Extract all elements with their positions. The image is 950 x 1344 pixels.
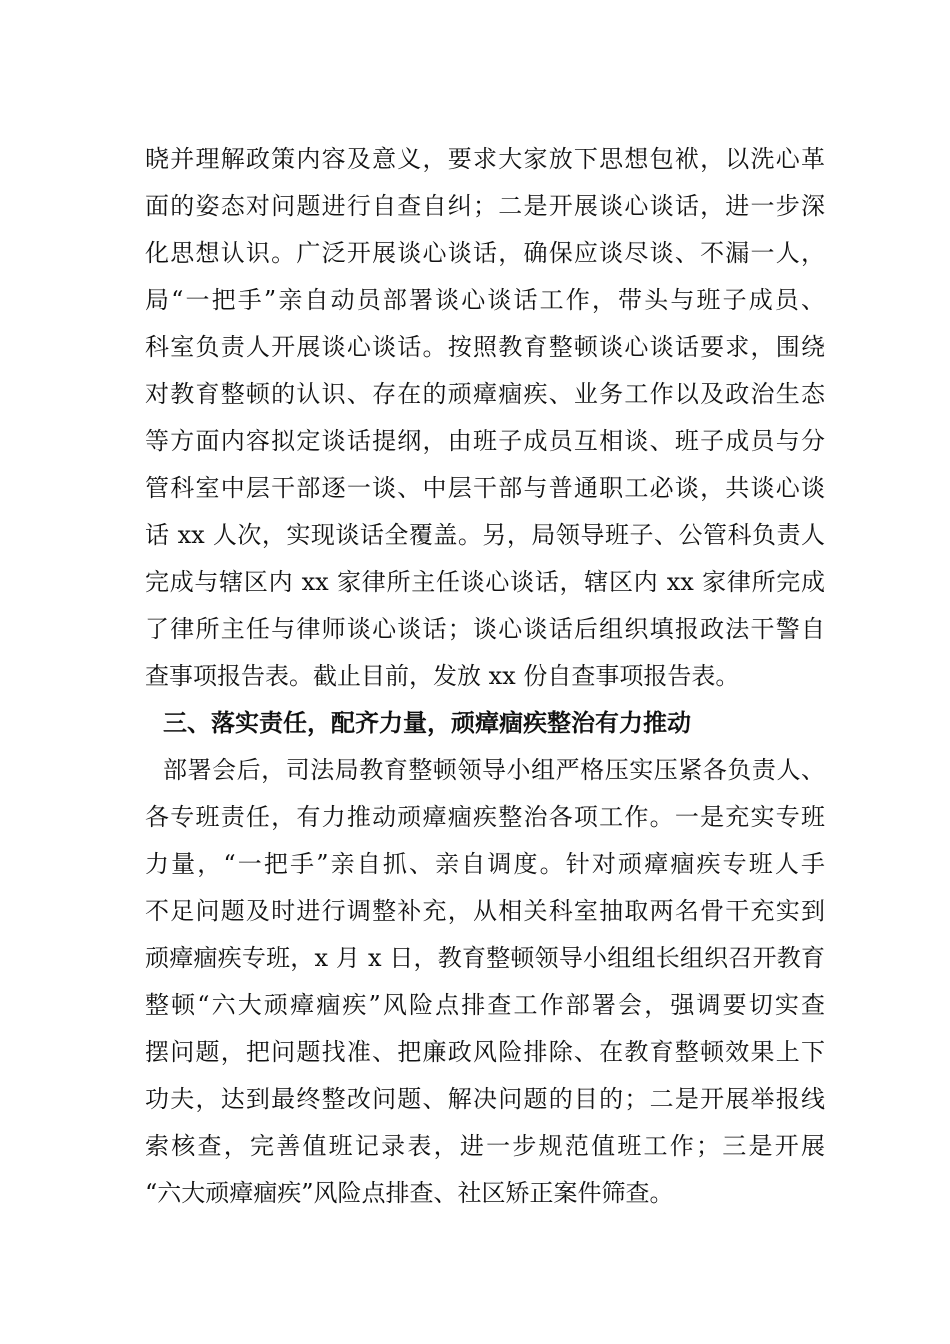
paragraph-line: 完成与辖区内 xx 家律所主任谈心谈话，辖区内 xx 家律所完成 [145, 568, 825, 596]
paragraph-line: 整顿“六大顽瘴痼疾”风险点排查工作部署会，强调要切实查 [145, 991, 825, 1019]
paragraph-line: 话 xx 人次，实现谈话全覆盖。另，局领导班子、公管科负责人 [145, 521, 825, 549]
paragraph-line: 部署会后，司法局教育整顿领导小组严格压实压紧各负责人、 [163, 756, 825, 784]
document-body [145, 136, 825, 1217]
paragraph-line: 科室负责人开展谈心谈话。按照教育整顿谈心谈话要求，围绕 [145, 333, 825, 361]
paragraph-line: 对教育整顿的认识、存在的顽瘴痼疾、业务工作以及政治生态 [145, 380, 825, 408]
paragraph-line: 面的姿态对问题进行自查自纠；二是开展谈心谈话，进一步深 [145, 192, 825, 220]
paragraph-line: 力量，“一把手”亲自抓、亲自调度。针对顽瘴痼疾专班人手 [145, 850, 825, 878]
paragraph-line: 摆问题，把问题找准、把廉政风险排除、在教育整顿效果上下 [145, 1038, 825, 1066]
paragraph-line: 功夫，达到最终整改问题、解决问题的目的；二是开展举报线 [145, 1085, 825, 1113]
paragraph-line: 各专班责任，有力推动顽瘴痼疾整治各项工作。一是充实专班 [145, 803, 825, 831]
paragraph-line: 顽瘴痼疾专班，x 月 x 日，教育整顿领导小组组长组织召开教育 [145, 944, 825, 972]
paragraph-line: 局“一把手”亲自动员部署谈心谈话工作，带头与班子成员、 [145, 286, 825, 314]
paragraph-line: 索核查，完善值班记录表，进一步规范值班工作；三是开展 [145, 1132, 825, 1160]
paragraph-line: 晓并理解政策内容及意义，要求大家放下思想包袱，以洗心革 [145, 145, 825, 173]
paragraph-line: 管科室中层干部逐一谈、中层干部与普通职工必谈，共谈心谈 [145, 474, 825, 502]
paragraph-line: 等方面内容拟定谈话提纲，由班子成员互相谈、班子成员与分 [145, 427, 825, 455]
paragraph-line: “六大顽瘴痼疾”风险点排查、社区矫正案件筛查。 [145, 1179, 674, 1207]
paragraph-line: 化思想认识。广泛开展谈心谈话，确保应谈尽谈、不漏一人， [145, 239, 825, 267]
paragraph-line: 不足问题及时进行调整补充，从相关科室抽取两名骨干充实到 [145, 897, 825, 925]
section-heading: 三、落实责任，配齐力量，顽瘴痼疾整治有力推动 [163, 709, 691, 737]
paragraph-line: 查事项报告表。截止目前，发放 xx 份自查事项报告表。 [145, 662, 740, 690]
paragraph-line: 了律所主任与律师谈心谈话；谈心谈话后组织填报政法干警自 [145, 615, 825, 643]
